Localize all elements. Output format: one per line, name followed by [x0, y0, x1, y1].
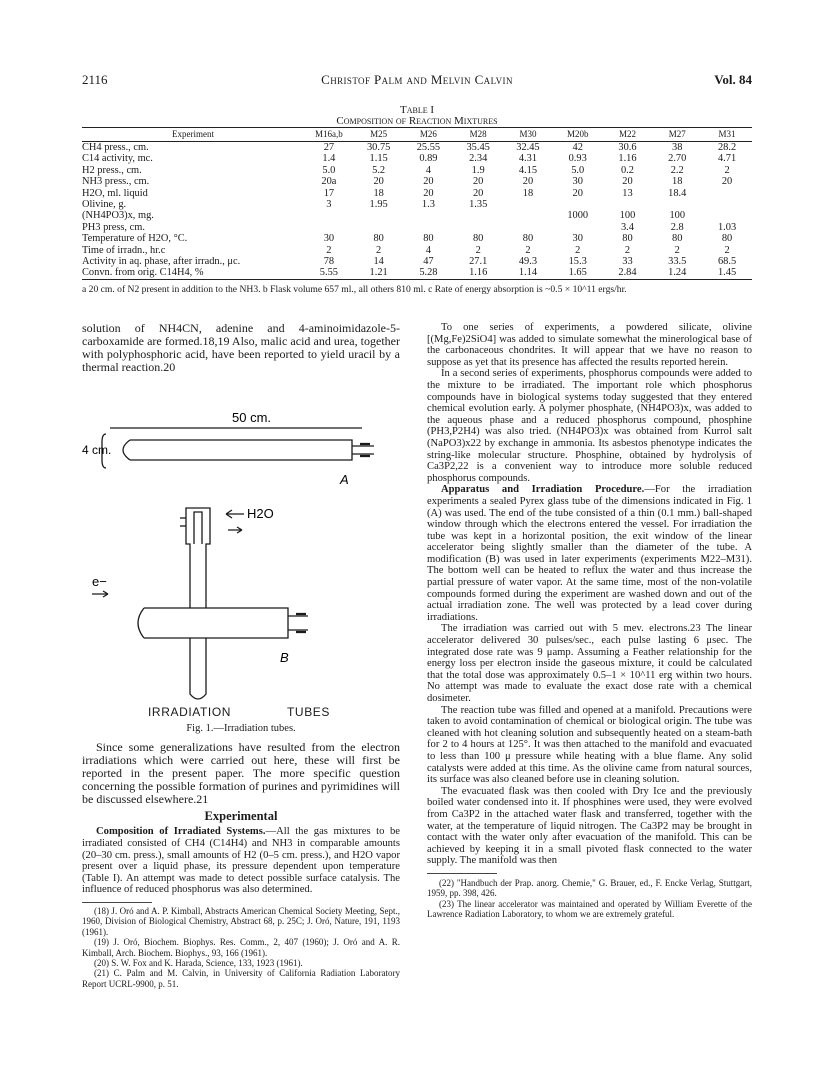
table-row — [82, 210, 752, 221]
table-cell: 1.65 — [553, 267, 603, 279]
table-cell: 25.55 — [416, 142, 441, 153]
table-cell — [553, 199, 603, 210]
column-header-m22: M22 — [603, 128, 653, 142]
table-cell: 2.2 — [670, 164, 684, 176]
table-cell: 2.70 — [668, 153, 687, 165]
footnote-23: (23) The linear accelerator was maintained and operated by William Everette of the Lawrence Radiation Laboratory, to whom we are extremely grateful. — [427, 898, 752, 920]
table-cell — [553, 222, 603, 233]
table-cell: 2.8 — [670, 221, 684, 233]
label-50cm: 50 cm. — [232, 410, 272, 425]
table-cell: 5.28 — [404, 267, 454, 279]
figure-title — [82, 706, 400, 720]
table-cell: 47 — [423, 256, 434, 268]
table-cell: 33 — [622, 256, 633, 268]
table-cell: 20 — [522, 176, 534, 188]
table-title: Composition of Reaction Mixtures — [336, 115, 498, 127]
composition-table — [82, 127, 752, 280]
table-cell: 1.9 — [471, 164, 485, 176]
table-cell: 80 — [721, 233, 733, 245]
table-cell — [702, 188, 752, 199]
table-cell — [603, 199, 653, 210]
footnote-19: (19) J. Oró, Biochem. Biophys. Res. Comm., 2, 407 (1960); J. Oró and A. R. Kimball, Arch. Biochem. Biophys., 93, 166 (1961). — [82, 937, 400, 958]
table-cell: 80 — [522, 233, 534, 245]
table-cell: 32.45 — [516, 142, 540, 153]
table-cell: 5.55 — [304, 267, 354, 279]
table-cell: 33.5 — [668, 256, 687, 268]
composition-text: —All the gas mixtures to be irradiated consisted of CH4 (C14H4) and NH3 in comparable amounts (20–30 cm. press.), small amounts of H2 (0–5 cm. press.), and H2O vapor present over a liquid phase, its pressure dependent upon temperature (Table I). An attempt was made to detect possible surface catalysis. The influence of reduced phosphorus was also determined. — [82, 826, 401, 896]
table-row — [82, 165, 752, 176]
table-cell: 18 — [672, 176, 683, 188]
row-label: H2O, ml. liquid — [82, 187, 148, 199]
volume-label: Vol. 84 — [714, 72, 752, 87]
running-header — [82, 72, 752, 90]
table-cell: 2 — [475, 244, 481, 256]
table-row — [82, 222, 752, 233]
table-cell: 1.45 — [702, 267, 752, 279]
table-cell: 4 — [425, 164, 432, 176]
table-row — [82, 188, 752, 199]
table-cell: 30 — [572, 176, 583, 188]
row-label: Time of irradn., hr.c — [82, 244, 166, 256]
apparatus-run-head: Apparatus and Irradiation Procedure. — [441, 484, 645, 496]
table-cell: 2 — [724, 244, 730, 256]
row-label: Activity in aq. phase, after irradn., μc. — [82, 256, 241, 268]
irradiation-paragraph: The irradiation was carried out with 5 mev. electrons.23 The linear accelerator delivered 30 pulses/sec., each pulse lasting 6 μsec. The integrated dose rate was 9 μamp. Assuming a Feather relationship for the energy loss per electron inside the gaseous mixture, it could be calculated that the total dose was approximately 0.5–1 × 10^11 erg within two hours. No attempt was made to evaluate the exact dose rate with a chemical dosimeter. — [427, 623, 752, 704]
figure-title-left: IRRADIATION — [148, 705, 232, 719]
table-cell: 20 — [572, 187, 583, 199]
column-header-m25: M25 — [354, 128, 404, 142]
table-cell: 17 — [323, 187, 335, 199]
table-cell: 2 — [326, 244, 332, 256]
table-cell: 20 — [472, 176, 484, 188]
row-label: C14 activity, mc. — [82, 153, 153, 165]
row-label: NH3 press., cm. — [82, 176, 150, 188]
table-row — [82, 256, 752, 267]
column-header-m27: M27 — [652, 128, 702, 142]
generalization-paragraph: Since some generalizations have resulted from the electron irradiations which were carried out here, these will first be reported in the present paper. The more specific question concerning the possible formation of purines and pyrimidines will be discussed elsewhere.21 — [82, 740, 400, 807]
table-cell — [453, 210, 503, 221]
table-cell: 0.93 — [568, 153, 587, 165]
table-row — [82, 153, 752, 164]
table-cell: 5.0 — [322, 164, 336, 176]
table-cell — [404, 222, 454, 233]
composition-run-head: Composition of Irradiated Systems. — [96, 826, 266, 838]
column-header-m26: M26 — [404, 128, 454, 142]
column-header-m31: M31 — [702, 128, 752, 142]
table-cell: 2 — [624, 244, 631, 256]
table-cell: 30 — [572, 233, 583, 245]
table-cell: 1.21 — [354, 267, 404, 279]
table-cell: 80 — [622, 233, 633, 245]
table-header-row — [82, 128, 752, 142]
figure-caption: Fig. 1.—Irradiation tubes. — [186, 723, 296, 734]
column-header-m16a-b: M16a,b — [304, 128, 354, 142]
table-cell: 4.15 — [518, 164, 538, 176]
table-cell: 20 — [472, 187, 484, 199]
table-cell: 1.15 — [369, 153, 388, 165]
table-cell: 28.2 — [717, 142, 737, 153]
table-cell: 80 — [472, 233, 484, 245]
table-cell — [304, 222, 354, 233]
footnote-22: (22) "Handbuch der Prap. anorg. Chemie," G. Brauer, ed., F. Encke Verlag, Stuttgart, 1959, pp. 398, 426. — [427, 877, 752, 899]
table-cell: 20a — [321, 176, 337, 188]
row-label: PH3 press, cm. — [82, 221, 145, 233]
tube-b-body — [144, 608, 288, 638]
table-cell: 14 — [373, 256, 384, 268]
manifold-paragraph: The reaction tube was filled and opened at a manifold. Precautions were taken to avoid contamination of chemical or biological origin. The tube was cleaned with hot cleaning solution and subsequently heated on a steam-bath for 2 to 4 hours at 125°. It was then attached to the manifold and evacuated to less than 100 μ pressure while heating with a blue flame. Any solid catalysts were added at this time. As the olivine came from natural sources, its surface was also cleaned before use in cleaning solution. — [427, 704, 752, 786]
table-cell — [702, 210, 752, 221]
apparatus-paragraph — [427, 484, 752, 623]
table-cell: 78 — [323, 256, 335, 268]
table-cell: 4.71 — [717, 153, 737, 165]
table-row — [82, 142, 752, 154]
table-cell: 4.31 — [518, 153, 538, 165]
composition-paragraph — [82, 826, 400, 896]
table-cell: 20 — [423, 176, 434, 188]
table-cell: 27 — [323, 142, 335, 153]
table-cell — [304, 210, 354, 221]
row-label: CH4 press., cm. — [82, 142, 149, 153]
table-cell: 2 — [525, 244, 531, 256]
label-a: A — [340, 472, 349, 487]
table-number: Table I — [399, 104, 435, 116]
column-header-experiment: Experiment — [82, 128, 304, 142]
table-cell: 100 — [669, 210, 686, 222]
table-cell — [404, 210, 454, 221]
table-cell: 18.4 — [668, 187, 687, 199]
upper-inlet-tube — [186, 508, 210, 608]
table-cell: 2.34 — [469, 153, 488, 165]
table-cell: 30 — [323, 233, 335, 245]
row-label: Olivine, g. — [82, 199, 127, 211]
table-cell — [503, 222, 553, 233]
water-arrow — [226, 510, 244, 518]
row-label: (NH4PO3)x, mg. — [82, 210, 154, 222]
label-4cm: 4 cm. — [82, 443, 112, 457]
table-cell: 2 — [674, 244, 680, 256]
label-electron: e− — [92, 574, 107, 589]
footnote-21: (21) C. Palm and M. Calvin, in University of California Radiation Laboratory Report UCRL-9900, p. 51. — [82, 968, 400, 989]
electron-arrow — [92, 591, 108, 597]
table-cell: 80 — [672, 233, 683, 245]
column-header-m28: M28 — [453, 128, 503, 142]
table-cell: 2 — [575, 244, 581, 256]
table-cell: 1.24 — [652, 267, 702, 279]
apparatus-text: —For the irradiation experiments a sealed Pyrex glass tube of the dimensions indicated in Fig. 1 (A) was used. The end of the tube consisted of a thin (0.1 mm.) ball-shaped window through which the electrons entered the vessel. For irradiation the tube was kept in a horizontal position, the exit window of the linear accelerator being slightly smaller than the diameter of the tube. A modification (B) was used in later experiments (experiments M22–M31). The bottom well can be heated to reflux the water and thus increase the partial pressure of water vapor. At the same time, most of the non-volatile compounds formed during the experiment are washed down and out of the actual irradiation zone. The well was protected by a lead cover during irradiations. — [427, 484, 752, 623]
table-row — [82, 176, 752, 187]
running-authors: Christof Palm and Melvin Calvin — [321, 72, 513, 87]
right-column — [427, 322, 752, 920]
table-cell — [652, 199, 702, 210]
table-cell — [453, 222, 503, 233]
table-cell: 38 — [672, 142, 683, 153]
table-cell: 0.2 — [620, 164, 634, 176]
table-cell: 2 — [724, 164, 730, 176]
table-cell: 68.5 — [717, 256, 737, 268]
table-row — [82, 267, 752, 279]
table-row — [82, 199, 752, 210]
row-label: Temperature of H2O, °C. — [82, 233, 188, 245]
table-cell: 20 — [721, 176, 733, 188]
table-cell: 18 — [522, 187, 534, 199]
table-cell: 100 — [619, 210, 636, 222]
table-footnotes: a 20 cm. of N2 present in addition to the NH3. b Flask volume 657 ml., all others 810 ml. c Rate of energy absorption is ~0.5 × 10^11 ergs/hr. — [82, 284, 627, 295]
table-cell: 49.3 — [518, 256, 538, 268]
intro-continuation: solution of NH4CN, adenine and 4-aminoimidazole-5-carboxamide are formed.18,19 Also, malic acid and urea, together with polyphosphoric acid, have been reported to yield uracil by a thermal reaction.20 — [82, 321, 400, 374]
page-number: 2116 — [82, 72, 108, 87]
table-cell: 20 — [423, 187, 434, 199]
table-cell: 80 — [373, 233, 384, 245]
row-label: Convn. from orig. C14H4, % — [82, 267, 304, 279]
column-header-m30: M30 — [503, 128, 553, 142]
row-label: H2 press., cm. — [82, 164, 142, 176]
table-cell: 2 — [376, 244, 382, 256]
column-header-m20b: M20b — [553, 128, 603, 142]
table-cell: 4 — [425, 244, 432, 256]
table-cell: 13 — [622, 187, 633, 199]
left-footnotes — [82, 906, 400, 989]
table-cell — [503, 210, 553, 221]
table-cell: 3 — [326, 199, 332, 211]
table-cell: 1.16 — [618, 153, 637, 165]
footnote-18: (18) J. Oró and A. P. Kimball, Abstracts American Chemical Society Meeting, Sept., 1960, Division of Biological Chemistry, Abstract 68, p. 25C; J. Oró, Nature, 191, 1193 (1961). — [82, 905, 400, 937]
evacuation-paragraph: The evacuated flask was then cooled with Dry Ice and the previously boiled water condensed into it. If phosphines were used, they were evolved from Ca3P2 in the attached water flask and transferred, together with the water, at the temperature of liquid nitrogen. The Ca3P2 may be brought in contact with the water only after evacuation of the manifold. This can be achieved by keeping it in a small pivoted flask connected to the water supply. The manifold was then — [427, 785, 752, 867]
table-cell: 1.14 — [503, 267, 553, 279]
table-cell: 5.0 — [571, 164, 585, 176]
table-cell: 27.1 — [469, 256, 488, 268]
table-cell: 20 — [373, 176, 384, 188]
section-heading-experimental: Experimental — [204, 809, 278, 824]
label-h2o: H2O — [247, 506, 274, 521]
irradiation-tubes-figure — [82, 376, 400, 706]
table-cell: 3.4 — [620, 221, 634, 233]
table-cell: 5.2 — [372, 164, 386, 176]
tube-a-window — [123, 440, 130, 460]
table-cell — [354, 210, 404, 221]
label-b: B — [280, 650, 289, 665]
left-column — [82, 322, 400, 989]
bottom-well — [190, 638, 206, 699]
table-cell: 80 — [423, 233, 434, 245]
table-cell: 30.6 — [618, 142, 637, 153]
table-cell: 20 — [622, 176, 633, 188]
table-cell: 1.95 — [369, 199, 388, 211]
table-cell: 1.03 — [717, 221, 737, 233]
table-cell: 30.75 — [366, 142, 391, 153]
table-cell: 35.45 — [466, 142, 490, 153]
table-row — [82, 245, 752, 256]
table-cell: 1.3 — [421, 199, 435, 211]
olivine-paragraph: To one series of experiments, a powdered silicate, olivine [(Mg,Fe)2SiO4] was added to simulate somewhat the minerological base of the carbonaceous chondrites. It will appear that we have no reason to suppose as yet that its presence has affected the results reported herein. — [427, 322, 752, 368]
table-cell: 18 — [373, 187, 384, 199]
table-cell: 42 — [572, 142, 583, 153]
tube-a-body — [130, 440, 352, 460]
right-footnotes — [427, 878, 752, 920]
footnote-rule — [82, 902, 152, 903]
footnote-20: (20) S. W. Fox and K. Harada, Science, 133, 1923 (1961). — [94, 958, 303, 968]
table-cell — [354, 222, 404, 233]
table-cell — [702, 199, 752, 210]
phosphorus-paragraph: In a second series of experiments, phosphorus compounds were added to the mixture to be irradiated. The important role which phosphorus compounds have in biological systems today suggested that they entered chemical evolution early. A polymer phosphate, (NH4PO3)x, was added to the aqueous phase and a reduced phosphorus compound, phosphine (PH3,P2H4) was also tried. (NH4PO3)x was obtained from Kurrol salt (NaPO3)x22 by exchange in ammonia. Its asbestos phenotype indicates the string-like molecular structure. Phosphine, obtained by hydrolysis of Ca3P2,22 is a convenient way to introduce more soluble reduced phosphorus compounds. — [427, 368, 752, 484]
table-cell: 1.35 — [469, 199, 488, 211]
table-cell: 2.84 — [603, 267, 653, 279]
footnote-rule-right — [427, 873, 497, 874]
table-cell: 1000 — [567, 210, 589, 222]
table-cell: 1.16 — [453, 267, 503, 279]
table-row — [82, 233, 752, 244]
table-cell — [503, 199, 553, 210]
table-cell: 1.4 — [322, 153, 336, 165]
table-cell: 0.89 — [419, 153, 438, 165]
table-cell: 15.3 — [568, 256, 587, 268]
figure-title-right: TUBES — [287, 705, 331, 719]
